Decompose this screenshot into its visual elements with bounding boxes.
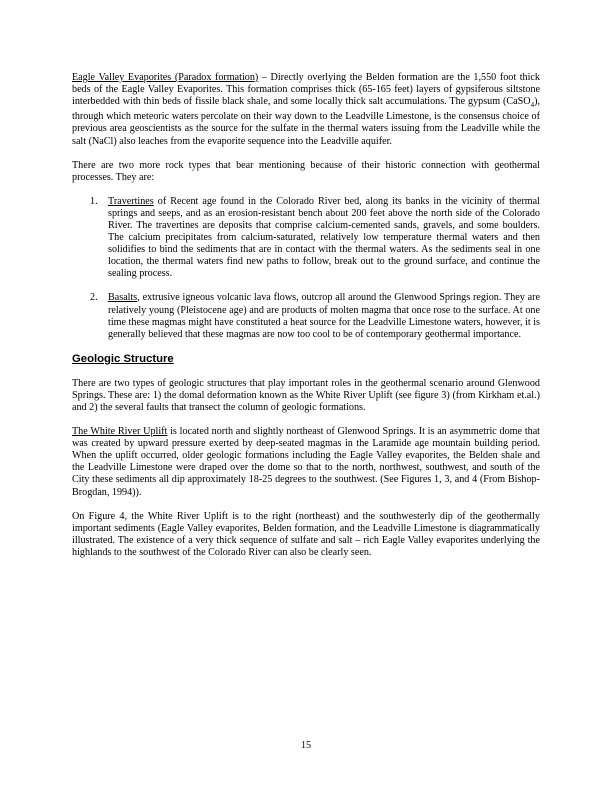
rock-types-intro: There are two more rock types that bear mentioning because of their historic connection with geothermal processes. They are: — [72, 159, 540, 183]
sulfate-subscript: 4 — [530, 101, 535, 110]
eagle-valley-paragraph — [72, 72, 540, 148]
eagle-valley-text-2: ), through which meteoric waters percolate on their way down to the Leadville Limestone, is the consensus choice of previous area geoscientists as the source for the sulfate in the thermal waters issuing from the Leadville while the salt (NaCl) also leaches from the evaporite sequence into the Leadville aquifer. — [72, 96, 540, 147]
figure-4-paragraph: On Figure 4, the White River Uplift is to the right (northeast) and the southwesterly dip of the geothermally important sediments (Eagle Valley evaporites, Belden formation, and the Leadville Limestone is diagrammatically illustrated. The existence of a very thick sequence of sulfate and salt – rich Eagle Valley evaporites underlying the highlands to the southwest of the Colorado River can also be clearly seen. — [72, 510, 540, 558]
eagle-valley-heading: Eagle Valley Evaporites (Paradox formation) — [72, 72, 259, 83]
travertines-term: Travertines — [108, 195, 154, 207]
page-number: 15 — [300, 740, 312, 751]
list-item-basalts — [72, 292, 540, 340]
basalts-term: Basalts — [108, 292, 138, 304]
structures-paragraph: There are two types of geologic structures that play important roles in the geothermal scenario around Glenwood Springs. These are: 1) the domal deformation known as the White River Uplift (see figure 3) (from Kirkham et.al.) and 2) the several faults that transect the column of geologic formations. — [72, 377, 540, 413]
section-heading-geologic-structure: Geologic Structure — [72, 352, 174, 365]
rock-types-list — [72, 196, 540, 341]
basalts-text: , extrusive igneous volcanic lava flows, outcrop all around the Glenwood Springs region. They are relatively young (Pleistocene age) and are products of molten magma that once rose to the surface. At one time these magmas might have constituted a heat source for the Leadville Limestone waters, however, it is generally believed that these magmas are now too cool to be of contemporary geothermal importance. — [108, 292, 540, 340]
travertines-text: of Recent age found in the Colorado River bed, along its banks in the vicinity of thermal springs and seeps, and as an erosion-resistant bench about 200 feet above the north side of the Colorado River. The travertines are deposits that comprise calcium-cemented sands, gravels, and some boulders. The calcium precipitates from calcium-saturated, relatively low temperature thermal waters and then solidifies to bind the sediments that are in contact with the thermal waters. As the sediments seal in one location, the thermal waters find new paths to follow, break out to the ground surface, and continue the sealing process. — [108, 195, 540, 280]
list-item-travertines — [72, 196, 540, 281]
white-river-uplift-text: is located north and slightly northeast of Glenwood Springs. It is an asymmetric dome that was created by upward pressure exerted by deep-seated magmas in the Laramide age mountain building period. When the uplift occurred, older geologic formations including the Eagle Valley evaporites, the Belden shale and the Leadville Limestone were draped over the dome so that to the north, northwest, southwest, and south of the City these sediments all dip approximately 18-25 degrees to the southwest. (See Figures 1, 3, and 4 (From Bishop-Brogdan, 1994)). — [72, 426, 540, 498]
document-body — [72, 72, 540, 571]
white-river-uplift-paragraph — [72, 426, 540, 499]
list-number: 1. — [90, 195, 98, 207]
white-river-uplift-term: The White River Uplift — [72, 426, 168, 438]
list-number: 2. — [90, 292, 98, 304]
eagle-valley-text-1: – Directly overlying the Belden formation are the 1,550 foot thick beds of the Eagle Valley Evaporites. This formation comprises thick (65-165 feet) layers of gypsiferous siltstone interbedded with thin beds of fissile black shale, and some locally thick salt accumulations. The gypsum (CaSO — [72, 72, 540, 108]
